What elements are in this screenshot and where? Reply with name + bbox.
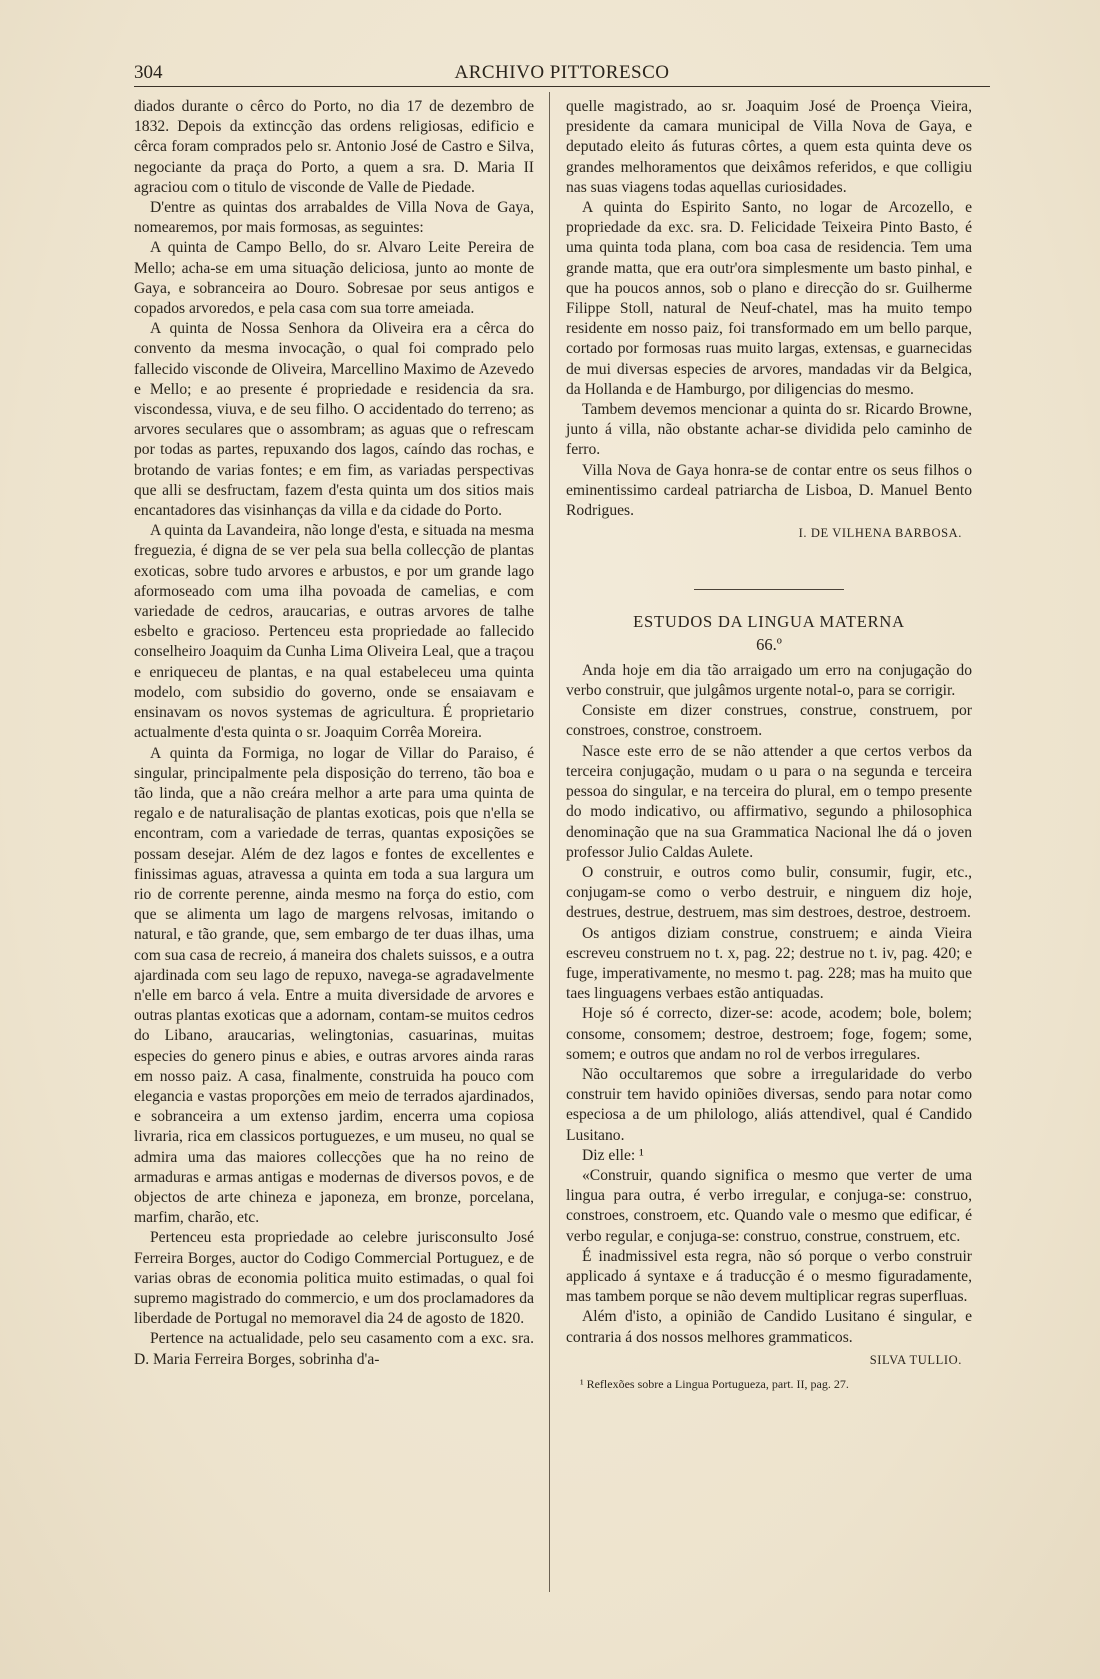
paragraph: Hoje só é correcto, dizer-se: acode, acodem; bole, bolem; consome, consomem; destroe, destroem; foge, fogem; some, somem; e outros que andam no rol de verbos irregulares. [566, 1005, 972, 1063]
paragraph: «Construir, quando significa o mesmo que verter de uma lingua para outra, é verbo irregular, e conjuga-se: construo, constroes, constroem, etc. Quando vale o mesmo que edificar, é verbo regular, e conjuga-se: construo, construe, construem, etc. [566, 1166, 972, 1245]
right-column [566, 97, 972, 1392]
footnote: ¹ Reflexões sobre a Lingua Portugueza, part. II, pag. 27. [580, 1376, 849, 1391]
column-divider [549, 92, 550, 1592]
paragraph: A quinta de Campo Bello, do sr. Alvaro Leite Pereira de Mello; acha-se em uma situação deliciosa, junto ao monte de Gaya, e sobranceira ao Douro. Sobresae por seus antigos e copados arvoredos, e pela casa com sua torre ameiada. [134, 239, 534, 318]
paragraph: A quinta da Lavandeira, não longe d'esta, e situada na mesma freguezia, é digna de se ver pela sua bella collecção de plantas exoticas, sobre tudo arvores e arbustos, e por um grande lago aformoseado com uma ilha povoada de camelias, e com variedade de cedros, araucarias, e outras arvores de talhe esbelto e gracioso. Pertenceu esta propriedade ao fallecido conselheiro Joaquim da Cunha Lima Oliveira Leal, que a traçou e enriqueceu de plantas, e na qual estabeleceu uma quinta modelo, com subsidio do governo, onde se ensaiavam e ensinavam os novos systemas de agricultura. É proprietario actualmente d'esta quinta o sr. Joaquim Corrêa Moreira. [134, 522, 534, 742]
paragraph: quelle magistrado, ao sr. Joaquim José de Proença Vieira, presidente da camara municipal de Villa Nova de Gaya, e deputado eleito ás futuras côrtes, a quem esta quinta deve os grandes melhoramentos que deixâmos referidos, e que colligiu nas suas viagens todas aquellas curiosidades. [566, 98, 972, 196]
paragraph: A quinta da Formiga, no logar de Villar do Paraiso, é singular, principalmente pela disposição do terreno, tão boa e tão linda, que a não creára melhor a arte para uma quinta de regalo e de naturalisação de plantas exoticas, pois que n'ella se encontram, com a variedade de terras, quantas exposições se possam desejar. Além de dez lagos e fontes de excellentes e finissimas aguas, atravessa a quinta em toda a sua largura um rio de corrente perenne, ainda mesmo na força do estio, com que se alimenta um lago de margens relvosas, imitando o natural, e tão grande, que, sem embargo de ter duas ilhas, uma com sua casa de recreio, á maneira dos chalets suissos, e a outra ajardinada com seu lago de repuxo, navega-se agradavelmente n'elle em barco á vela. Entre a muita diversidade de arvores e outras plantas exoticas que a adornam, contam-se muitos cedros do Libano, araucarias, welingtonias, casuarinas, muitas especies do genero pinus e abies, e outras arvores ainda raras em nosso paiz. A casa, finalmente, construida ha pouco com elegancia e vastas proporções em meio de terrados ajardinados, e sobranceira a um extenso jardim, encerra uma copiosa livraria, rica em classicos portuguezes, e um museu, no qual se admira uma das maiores collecções que ha no reino de armaduras e armas antigas e modernas de diversos povos, e de objectos de arte chineza e japoneza, em bronze, porcelana, marfim, charão, etc. [134, 744, 534, 1227]
paragraph: A quinta de Nossa Senhora da Oliveira era a cêrca do convento da mesma invocação, o qual foi comprado pelo fallecido visconde de Oliveira, Marcellino Maximo de Azevedo e Mello; e ao presente é propriedade e residencia da sra. viscondessa, viuva, e de seu filho. O accidentado do terreno; as arvores seculares que o assombram; as aguas que o refrescam por todas as partes, repuxando dos lagos, caíndo das rochas, e brotando de varias fontes; e em fim, as variadas perspectivas que alli se desfructam, fazem d'esta quinta um dos sitios mais encantadores das visinhanças da villa e da cidade do Porto. [134, 320, 534, 520]
paragraph: Pertenceu esta propriedade ao celebre jurisconsulto José Ferreira Borges, auctor do Codigo Commercial Portuguez, e de varias obras de economia politica muito estimadas, o qual foi supremo magistrado do commercio, e um dos proclamadores da liberdade de Portugal no memoravel dia 24 de agosto de 1820. [134, 1229, 534, 1328]
article-number: 66.º [756, 634, 782, 654]
paragraph: Diz elle: ¹ [582, 1146, 644, 1164]
paragraph: Villa Nova de Gaya honra-se de contar entre os seus filhos o eminentissimo cardeal patriarcha de Lisboa, D. Manuel Bento Rodrigues. [566, 461, 972, 520]
paragraph: Os antigos diziam construe, construem; e ainda Vieira escreveu construem no t. x, pag. 22; destrue no t. iv, pag. 420; e fuge, imperativamente, no mesmo t. pag. 228; mas ha muito que taes linguagens verbaes estão antiquadas. [566, 924, 972, 1003]
left-column [134, 97, 534, 1370]
paragraph: É inadmissivel esta regra, não só porque o verbo construir applicado á syntaxe e á traducção é o mesmo figuradamente, mas tambem porque se não devem multiplicar regras superfluas. [566, 1247, 972, 1306]
author-signature: I. DE VILHENA BARBOSA. [798, 526, 962, 541]
paragraph: O construir, e outros como bulir, consumir, fugir, etc., conjugam-se como o verbo destruir, e ninguem diz hoje, destrues, destrue, destruem, mas sim destroes, destroe, destroem. [566, 863, 972, 922]
paragraph: Além d'isto, a opinião de Candido Lusitano é singular, e contraria á dos nossos melhores grammaticos. [566, 1308, 972, 1346]
paragraph: Anda hoje em dia tão arraigado um erro na conjugação do verbo construir, que julgâmos urgente notal-o, para se corrigir. [566, 661, 972, 700]
page-number: 304 [134, 62, 163, 83]
paragraph: D'entre as quintas dos arrabaldes de Villa Nova de Gaya, nomearemos, por mais formosas, as seguintes: [134, 199, 534, 237]
paragraph: Não occultaremos que sobre a irregularidade do verbo construir tem havido opiniões diversas, sendo para notar como especiosa a de um philologo, aliás attendivel, qual é Candido Lusitano. [566, 1065, 972, 1144]
paragraph: Nasce este erro de se não attender a que certos verbos da terceira conjugação, mudam o u para o na segunda e terceira pessoa do singular, e na terceira do plural, em o tempo presente do modo indicativo, ou affirmativo, segundo a philosophica denominação que na sua Grammatica Nacional lhe dá o joven professor Julio Caldas Aulete. [566, 742, 972, 861]
author-signature: SILVA TULLIO. [869, 1352, 962, 1367]
paragraph: diados durante o cêrco do Porto, no dia 17 de dezembro de 1832. Depois da extincção das ordens religiosas, edificio e cêrca foram comprados pelo sr. Antonio José de Castro e Silva, negociante da praça do Porto, a quem a sra. D. Maria II agraciou com o titulo de visconde de Valle de Piedade. [134, 98, 534, 196]
paragraph: Tambem devemos mencionar a quinta do sr. Ricardo Browne, junto á villa, não obstante achar-se dividida pelo caminho de ferro. [566, 401, 972, 459]
running-title: ARCHIVO PITTORESCO [454, 62, 670, 83]
paragraph: Consiste em dizer construes, construe, construem, por constroes, constroe, constroem. [566, 702, 972, 740]
article-title: ESTUDOS DA LINGUA MATERNA [633, 612, 905, 632]
paragraph: Pertence na actualidade, pelo seu casamento com a exc. sra. D. Maria Ferreira Borges, sobrinha d'a- [134, 1330, 534, 1368]
header-rule [134, 86, 990, 87]
paragraph: A quinta do Espirito Santo, no logar de Arcozello, e propriedade da exc. sra. D. Felicidade Teixeira Pinto Basto, é uma quinta toda plana, com boa casa de residencia. Tem uma grande matta, que era outr'ora simplesmente um basto pinhal, e que ha poucos annos, sob o plano e direcção do sr. Guilherme Filippe Stoll, natural de Neuf-chatel, mas ha muito tempo residente em nosso paiz, foi transformado em um bello parque, cortado por formosas ruas muito largas, extensas, e guarnecidas de mui diversas especies de arvores, mandadas vir da Belgica, da Hollanda e de Hamburgo, por diligencias do mesmo. [566, 199, 972, 398]
section-separator [694, 589, 844, 590]
